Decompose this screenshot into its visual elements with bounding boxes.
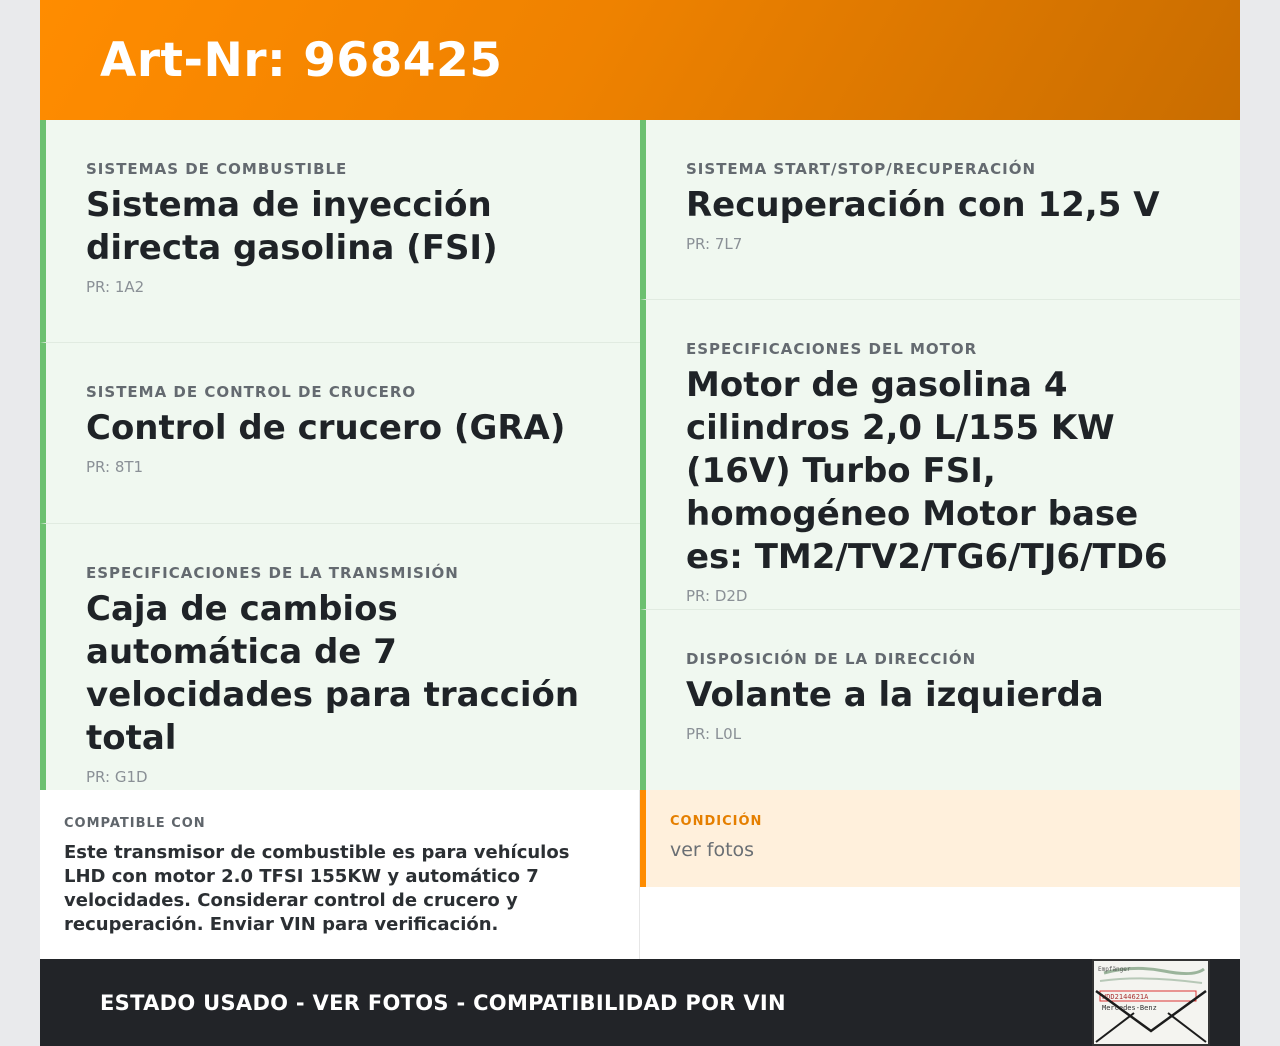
compatibility-text: Este transmisor de combustible es para vehículos LHD con motor 2.0 TFSI 155KW y automático 7 velocidades. Considerar control de crucero y recuperación. Enviar VIN para verificación. bbox=[64, 842, 570, 935]
envelope-icon bbox=[1094, 961, 1208, 1044]
spec-value: Control de crucero (GRA) bbox=[86, 408, 566, 448]
spec-category: SISTEMAS DE COMBUSTIBLE bbox=[86, 160, 348, 178]
spec-card-steering bbox=[640, 610, 1240, 790]
spec-pr-code: PR: D2D bbox=[686, 587, 748, 605]
spec-pr-code: PR: 7L7 bbox=[686, 235, 743, 253]
spec-value: Volante a la izquierda bbox=[686, 675, 1104, 715]
spec-pr-code: PR: G1D bbox=[86, 768, 148, 786]
condition-column bbox=[640, 790, 1240, 959]
compatibility-box bbox=[40, 790, 640, 959]
footer-text: ESTADO USADO - VER FOTOS - COMPATIBILIDAD POR VIN bbox=[100, 990, 786, 1015]
spec-value: Motor de gasolina 4 cilindros 2,0 L/155 KW (16V) Turbo FSI, homogéneo Motor base es: TM2/TV2/TG6/TJ6/TD6 bbox=[686, 365, 1168, 577]
spec-card-transmission bbox=[40, 524, 640, 790]
spec-value: Recuperación con 12,5 V bbox=[686, 185, 1160, 225]
spec-value: Sistema de inyección directa gasolina (FSI) bbox=[86, 185, 498, 268]
spec-card-fuel-system bbox=[40, 120, 640, 343]
spec-card-engine bbox=[640, 300, 1240, 610]
article-number-title: Art-Nr: 968425 bbox=[100, 32, 503, 88]
specs-column-left bbox=[40, 120, 640, 790]
spec-card-start-stop bbox=[640, 120, 1240, 300]
spec-pr-code: PR: L0L bbox=[686, 725, 742, 743]
spec-pr-code: PR: 1A2 bbox=[86, 278, 145, 296]
spec-category: SISTEMA DE CONTROL DE CRUCERO bbox=[86, 383, 417, 401]
envelope-line-2: WDD2144621A bbox=[1102, 993, 1149, 1001]
header-bar bbox=[40, 0, 1240, 120]
spec-value: Caja de cambios automática de 7 velocidades para tracción total bbox=[86, 589, 580, 758]
compatibility-label: COMPATIBLE CON bbox=[64, 816, 206, 831]
info-row bbox=[40, 790, 1240, 959]
condition-label: CONDICIÓN bbox=[670, 814, 763, 829]
spec-pr-code: PR: 8T1 bbox=[86, 458, 144, 476]
spec-category: SISTEMA START/STOP/RECUPERACIÓN bbox=[686, 160, 1037, 178]
specs-column-right bbox=[640, 120, 1240, 790]
spec-category: ESPECIFICACIONES DEL MOTOR bbox=[686, 340, 978, 358]
spec-card-cruise-control bbox=[40, 343, 640, 524]
footer-bar bbox=[40, 959, 1240, 1046]
spec-category: DISPOSICIÓN DE LA DIRECCIÓN bbox=[686, 650, 977, 668]
product-sheet bbox=[40, 0, 1240, 1046]
envelope-line-3: Mercedes-Benz bbox=[1102, 1004, 1157, 1012]
condition-text: ver fotos bbox=[670, 839, 755, 861]
spec-category: ESPECIFICACIONES DE LA TRANSMISIÓN bbox=[86, 564, 459, 582]
envelope-line-1: Empfänger bbox=[1098, 966, 1131, 973]
condition-box bbox=[640, 790, 1240, 887]
envelope-label-image bbox=[1092, 959, 1210, 1046]
specs-grid bbox=[40, 120, 1240, 790]
